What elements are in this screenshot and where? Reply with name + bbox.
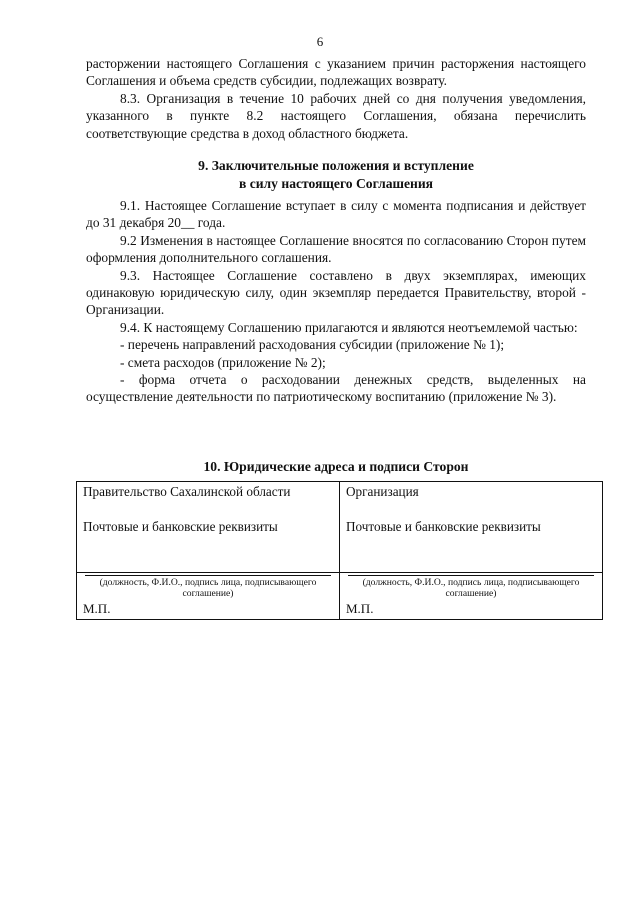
paragraph-8-3: 8.3. Организация в течение 10 рабочих дней со дня получения уведомления, указанного в пункте 8.2 настоящего Соглашения, обязана перечислить соответствующие средства в доход областного бюджета. (86, 90, 586, 141)
section-9-heading (86, 157, 586, 193)
left-party-name: Правительство Сахалинской области (83, 484, 291, 499)
paragraph-9-1: 9.1. Настоящее Соглашение вступает в силу с момента подписания и действует до 31 декабря 20__ года. (86, 198, 586, 231)
left-party-cell (77, 482, 340, 573)
left-seal-label: М.П. (83, 601, 111, 616)
requisites-table (76, 481, 603, 620)
paragraph-8-2-tail: расторжении настоящего Соглашения с указанием причин расторжения настоящего Соглашения и объема средств субсидии, подлежащих возврату. (86, 56, 586, 89)
section-9-body (86, 197, 586, 406)
right-party-name: Организация (346, 484, 419, 499)
list-item-appendix-1: - перечень направлений расходования субсидии (приложение № 1); (120, 337, 505, 353)
right-signature-caption: (должность, Ф.И.О., подпись лица, подписывающего соглашение) (362, 577, 580, 599)
left-signature-cell (77, 573, 340, 620)
section-9-title-line-1: 9. Заключительные положения и вступление (198, 158, 474, 173)
left-party-details: Почтовые и банковские реквизиты (83, 519, 278, 534)
list-item-appendix-3: - форма отчета о расходовании денежных средств, выделенных на осуществление деятельности по патриотическому воспитанию (приложение № 3). (86, 372, 586, 405)
list-item-appendix-2: - смета расходов (приложение № 2); (120, 354, 326, 370)
page-number: 6 (316, 34, 324, 49)
left-signature-line (85, 575, 331, 576)
section-10-title: 10. Юридические адреса и подписи Сторон (203, 459, 469, 474)
paragraph-9-3: 9.3. Настоящее Соглашение составлено в двух экземплярах, имеющих одинаковую юридическую силу, один экземпляр передается Правительству, второй - Организации. (86, 267, 586, 318)
paragraph-9-4: 9.4. К настоящему Соглашению прилагаются и являются неотъемлемой частью: (120, 319, 578, 335)
right-party-cell (340, 482, 603, 573)
section-9-title-line-2: в силу настоящего Соглашения (238, 176, 434, 191)
section-8-tail (86, 55, 586, 142)
right-seal-label: М.П. (346, 601, 374, 616)
left-signature-caption: (должность, Ф.И.О., подпись лица, подписывающего соглашение) (99, 577, 317, 599)
right-signature-line (348, 575, 594, 576)
paragraph-9-2: 9.2 Изменения в настоящее Соглашение вносятся по согласованию Сторон путем оформления дополнительного соглашения. (86, 232, 586, 266)
right-signature-cell (340, 573, 603, 620)
right-party-details: Почтовые и банковские реквизиты (346, 519, 541, 534)
